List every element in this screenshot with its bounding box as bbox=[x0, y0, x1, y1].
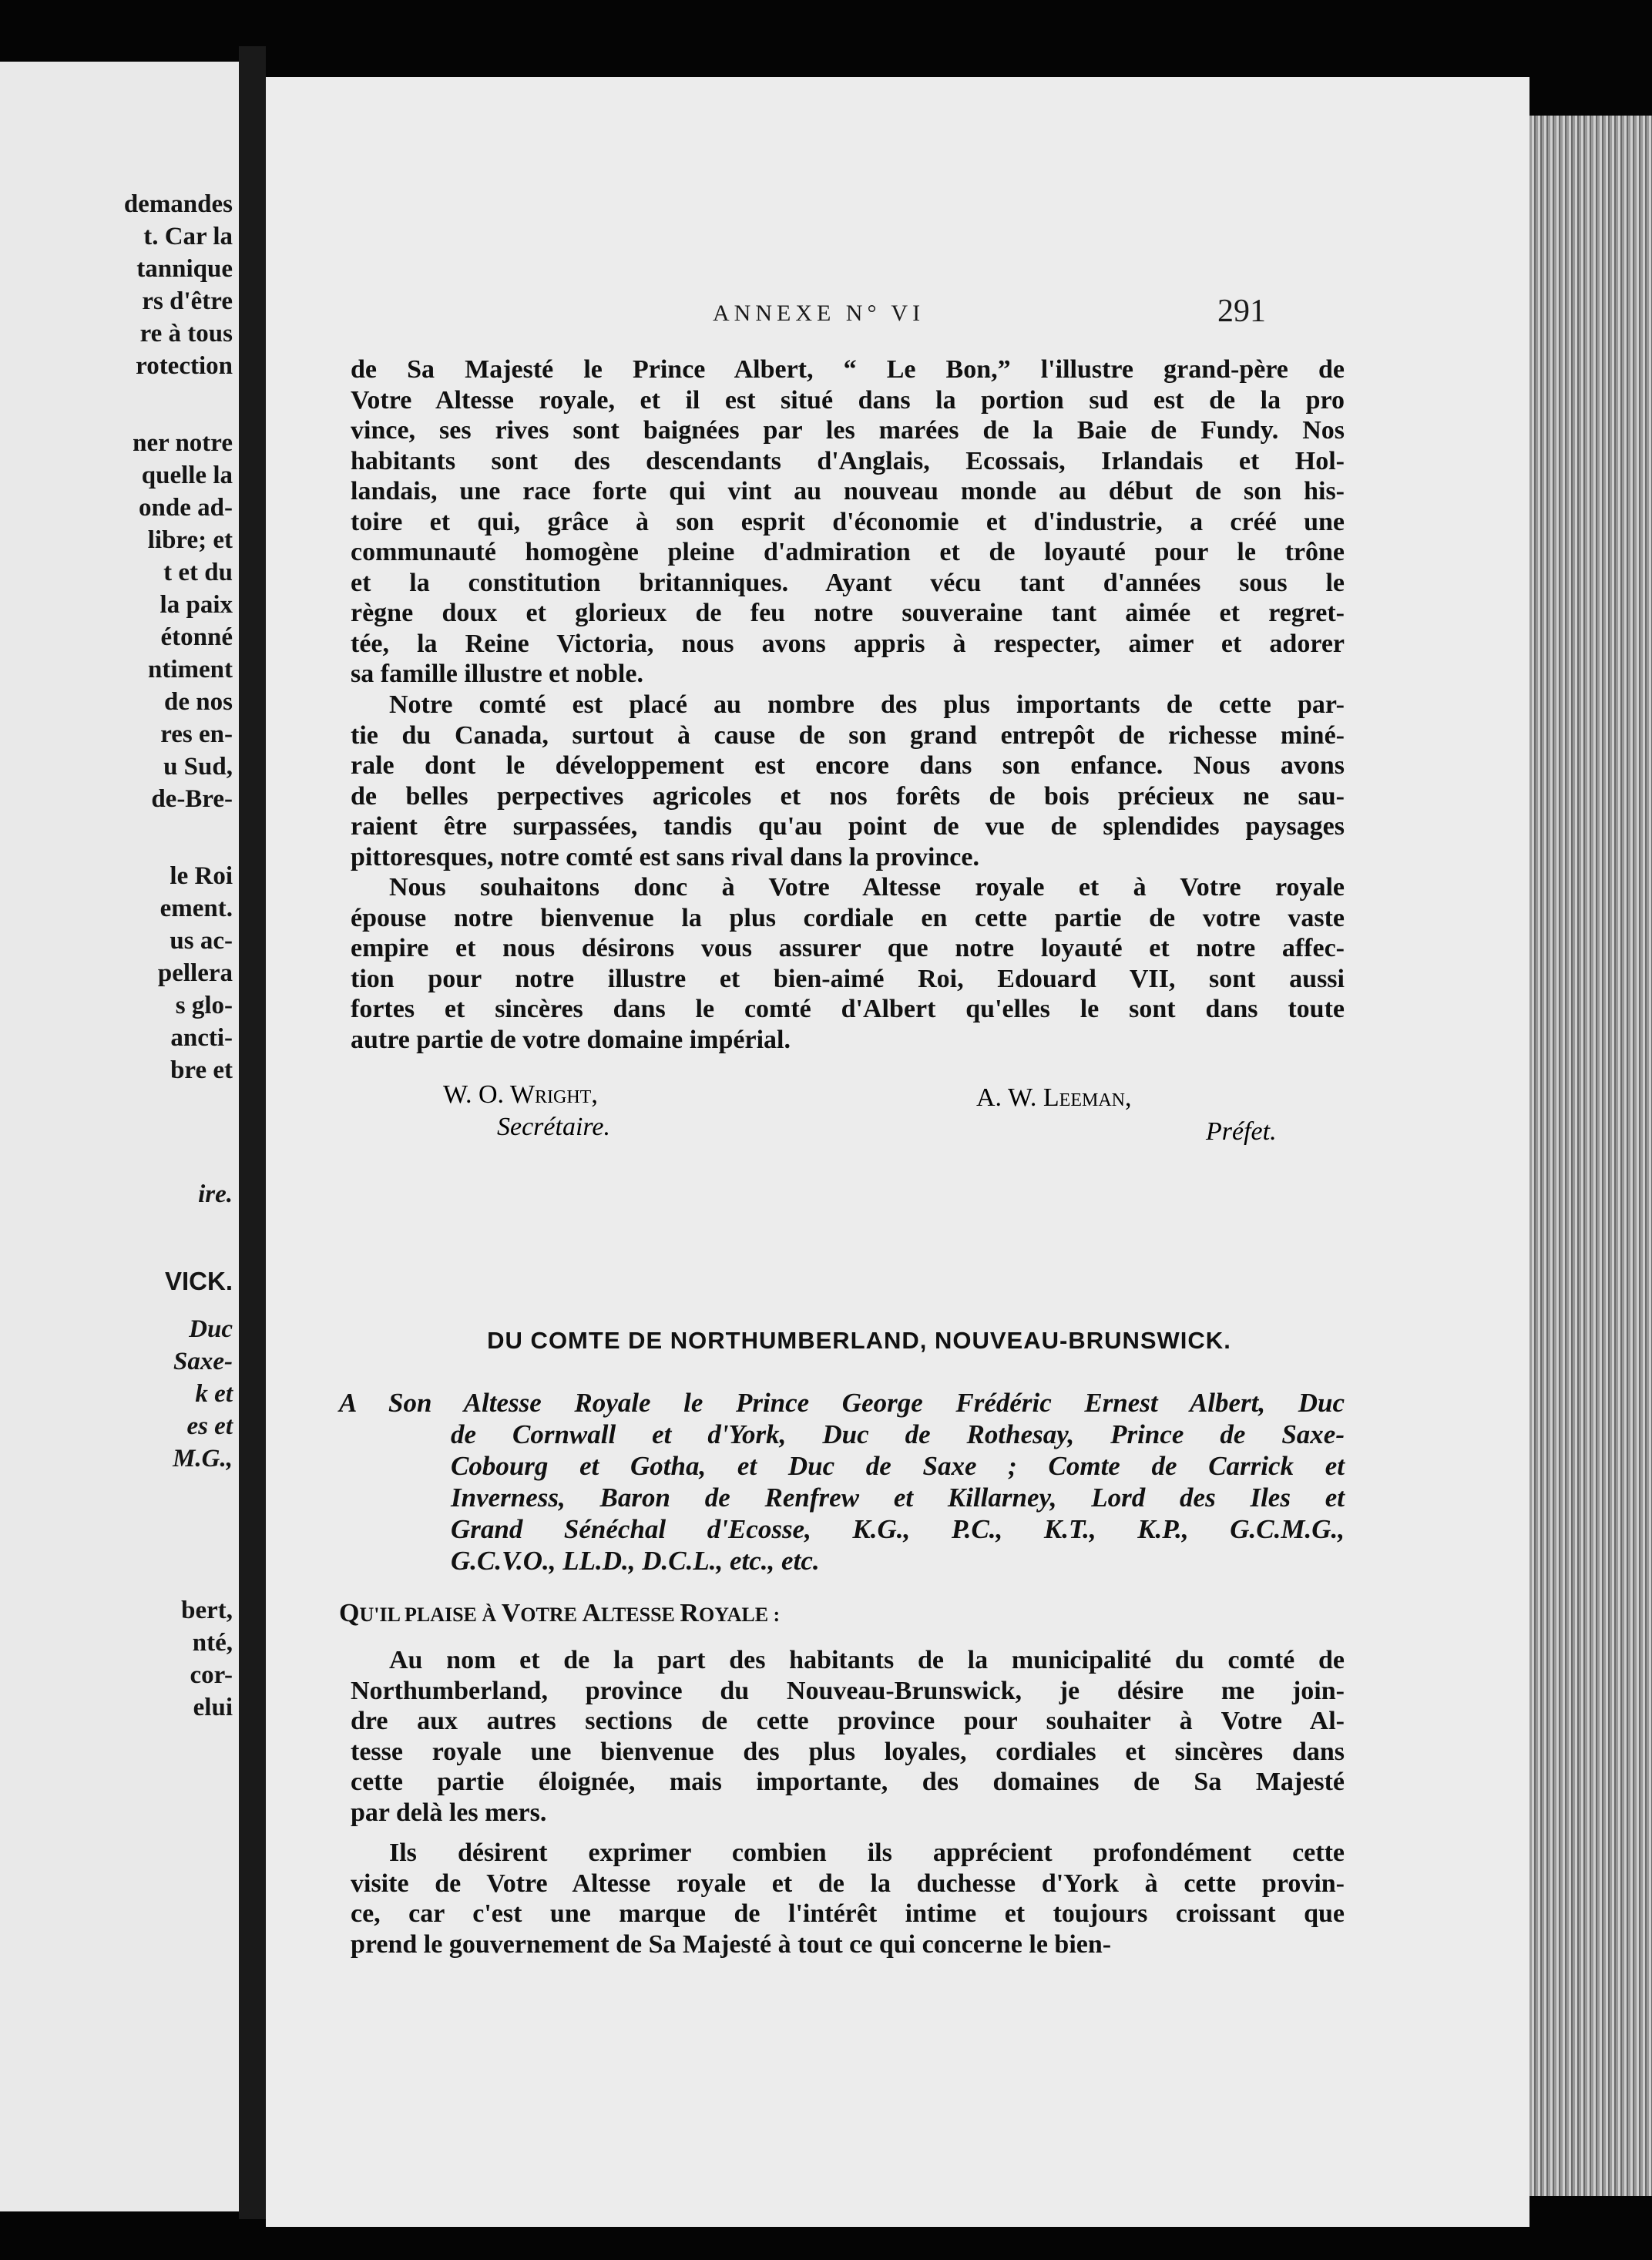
facing-page-fragment: t. Car la bbox=[143, 223, 233, 250]
facing-page-fragment: de-Bre- bbox=[151, 785, 233, 813]
page-edges bbox=[1529, 116, 1652, 2196]
paragraph-1 bbox=[351, 354, 1345, 690]
facing-page-fragment: res en- bbox=[160, 720, 233, 748]
text-line: règne doux et glorieux de feu notre souveraine tant aimée et regret- bbox=[351, 599, 1345, 627]
facing-page-fragment: demandes bbox=[123, 190, 233, 218]
text-line: cette partie éloignée, mais importante, des domaines de Sa Majesté bbox=[351, 1768, 1345, 1796]
facing-page bbox=[0, 62, 239, 2211]
address-to-prince bbox=[339, 1387, 1345, 1577]
text-line: par delà les mers. bbox=[351, 1798, 547, 1827]
text-line: Notre comté est placé au nombre des plus importants de cette par- bbox=[389, 690, 1345, 719]
facing-page-fragment: de nos bbox=[164, 688, 233, 716]
paragraph-3 bbox=[351, 872, 1345, 1055]
salutation-oyale: OYALE : bbox=[698, 1603, 781, 1626]
facing-page-fragment: k et bbox=[195, 1380, 233, 1408]
facing-page-fragment: ntiment bbox=[148, 656, 233, 683]
facing-page-fragment: nté, bbox=[192, 1629, 233, 1657]
text-line: pittoresques, notre comté est sans rival dans la province. bbox=[351, 842, 979, 871]
secretary-title: Secrétaire. bbox=[497, 1113, 610, 1141]
text-line: tie du Canada, surtout à cause de son grand entrepôt de richesse miné- bbox=[351, 720, 1345, 750]
facing-page-fragment: Duc bbox=[189, 1315, 233, 1343]
facing-page-fragment: ire. bbox=[198, 1180, 233, 1208]
facing-page-fragment: tannique bbox=[136, 255, 233, 283]
facing-page-fragment: le Roi bbox=[170, 862, 233, 890]
salutation-q: Q bbox=[339, 1599, 360, 1627]
facing-page-fragment: ancti- bbox=[170, 1024, 233, 1052]
facing-page-fragment: libre; et bbox=[147, 526, 233, 554]
address-line: Cobourg et Gotha, et Duc de Saxe ; Comte de Carrick et bbox=[451, 1451, 1345, 1481]
text-line: visite de Votre Altesse royale et de la duchesse d'York à cette provin- bbox=[351, 1869, 1345, 1898]
text-line: ce, car c'est une marque de l'intérêt intime et toujours croissant que bbox=[351, 1899, 1345, 1928]
text-line: communauté homogène pleine d'admiration et de loyauté pour le trône bbox=[351, 538, 1345, 566]
text-line: prend le gouvernement de Sa Majesté à tout ce qui concerne le bien- bbox=[351, 1929, 1112, 1959]
salutation-r: R bbox=[680, 1599, 699, 1627]
facing-page-fragment: s glo- bbox=[175, 992, 233, 1019]
address-line: Inverness, Baron de Renfrew et Killarney, Lord des Iles et bbox=[451, 1483, 1345, 1513]
facing-page-fragment: t et du bbox=[163, 559, 233, 586]
text-line: tion pour notre illustre et bien-aimé Roi, Edouard VII, sont aussi bbox=[351, 964, 1345, 993]
paragraph-2 bbox=[351, 690, 1345, 872]
prefect-name: A. W. Leeman, bbox=[976, 1083, 1132, 1112]
salutation-v: V bbox=[501, 1599, 521, 1627]
paragraph-4 bbox=[351, 1645, 1345, 1828]
facing-page-fragment: elui bbox=[193, 1694, 233, 1721]
text-line: dre aux autres sections de cette province pour souhaiter à Votre Al- bbox=[351, 1707, 1345, 1735]
text-line: Ils désirent exprimer combien ils apprécient profondément cette bbox=[389, 1839, 1345, 1867]
prefect-title: Préfet. bbox=[1206, 1117, 1277, 1146]
text-line: Northumberland, province du Nouveau-Brunswick, je désire me join- bbox=[351, 1676, 1345, 1705]
address-line: G.C.V.O., LL.D., D.C.L., etc., etc. bbox=[451, 1546, 820, 1576]
text-line: landais, une race forte qui vint au nouveau monde au début de son his- bbox=[351, 477, 1345, 505]
text-line: rale dont le développement est encore dans son enfance. Nous avons bbox=[351, 751, 1345, 780]
salutation-uil: U'IL PLAISE À bbox=[359, 1603, 502, 1626]
salutation-otre: OTRE bbox=[520, 1603, 583, 1626]
text-line: et la constitution britanniques. Ayant vécu tant d'années sous le bbox=[351, 568, 1345, 597]
facing-page-fragment: étonné bbox=[160, 623, 233, 651]
facing-page-fragment: ement. bbox=[159, 895, 233, 922]
facing-page-fragment: M.G., bbox=[173, 1445, 233, 1473]
facing-page-fragment: la paix bbox=[159, 591, 233, 619]
text-line: tée, la Reine Victoria, nous avons appris à respecter, aimer et adorer bbox=[351, 629, 1345, 658]
text-line: épouse notre bienvenue la plus cordiale en cette partie de votre vaste bbox=[351, 903, 1345, 932]
facing-page-fragment: onde ad- bbox=[139, 494, 233, 522]
text-line: Votre Altesse royale, et il est situé dans la portion sud est de la pro bbox=[351, 385, 1345, 415]
address-line: Grand Sénéchal d'Ecosse, K.G., P.C., K.T., K.P., G.C.M.G., bbox=[451, 1514, 1345, 1544]
facing-page-fragment: rotection bbox=[136, 352, 233, 380]
running-head: ANNEXE N° VI bbox=[713, 301, 925, 326]
facing-page-fragment: us ac- bbox=[170, 927, 233, 955]
facing-page-fragment: u Sud, bbox=[163, 753, 233, 781]
facing-page-fragment: pellera bbox=[157, 959, 233, 987]
signature-block bbox=[351, 1080, 1345, 1150]
facing-page-fragment: ner notre bbox=[133, 429, 233, 457]
facing-page-fragment: quelle la bbox=[141, 462, 233, 489]
text-line: tesse royale une bienvenue des plus loyales, cordiales et sincères dans bbox=[351, 1737, 1345, 1766]
facing-page-fragment: cor- bbox=[190, 1661, 233, 1689]
text-line: fortes et sincères dans le comté d'Albert qu'elles le sont dans toute bbox=[351, 995, 1345, 1023]
book-gutter bbox=[239, 46, 266, 2219]
facing-page-fragment: es et bbox=[186, 1412, 233, 1440]
facing-page-fragment: VICK. bbox=[164, 1267, 233, 1295]
section-heading: DU COMTE DE NORTHUMBERLAND, NOUVEAU-BRUNSWICK. bbox=[487, 1327, 1231, 1354]
text-line: autre partie de votre domaine impérial. bbox=[351, 1025, 791, 1054]
text-line: raient être surpassées, tandis qu'au point de vue de splendides paysages bbox=[351, 812, 1345, 841]
paragraph-5 bbox=[351, 1838, 1345, 1959]
document-page bbox=[266, 77, 1529, 2227]
text-line: Au nom et de la part des habitants de la municipalité du comté de bbox=[389, 1646, 1345, 1674]
text-line: vince, ses rives sont baignées par les marées de la Baie de Fundy. Nos bbox=[351, 416, 1345, 445]
text-line: habitants sont des descendants d'Anglais, Ecossais, Irlandais et Hol- bbox=[351, 446, 1345, 475]
facing-page-fragment: re à tous bbox=[139, 320, 233, 348]
page-number: 291 bbox=[1217, 294, 1266, 329]
text-line: toire et qui, grâce à son esprit d'économie et d'industrie, a créé une bbox=[351, 507, 1345, 536]
facing-page-fragment: Saxe- bbox=[173, 1348, 233, 1375]
address-line: de Cornwall et d'York, Duc de Rothesay, Prince de Saxe- bbox=[451, 1419, 1345, 1449]
facing-page-fragment: bre et bbox=[170, 1056, 233, 1084]
text-line: de belles perpectives agricoles et nos forêts de bois précieux ne sau- bbox=[351, 781, 1345, 811]
salutation-ltesse: LTESSE bbox=[601, 1603, 680, 1626]
text-line: sa famille illustre et noble. bbox=[351, 660, 643, 688]
facing-page-fragment: rs d'être bbox=[142, 287, 233, 315]
text-line: Nous souhaitons donc à Votre Altesse royale et à Votre royale bbox=[389, 873, 1345, 902]
text-line: empire et nous désirons vous assurer que notre loyauté et notre affec- bbox=[351, 934, 1345, 962]
address-line: A Son Altesse Royale le Prince George Frédéric Ernest Albert, Duc bbox=[339, 1388, 1345, 1418]
salutation-a: A bbox=[582, 1599, 601, 1627]
facing-page-fragment: bert, bbox=[181, 1597, 233, 1624]
text-line: de Sa Majesté le Prince Albert, “ Le Bon,” l'illustre grand-père de bbox=[351, 355, 1345, 384]
salutation bbox=[339, 1599, 780, 1628]
secretary-name: W. O. Wright, bbox=[443, 1080, 598, 1109]
